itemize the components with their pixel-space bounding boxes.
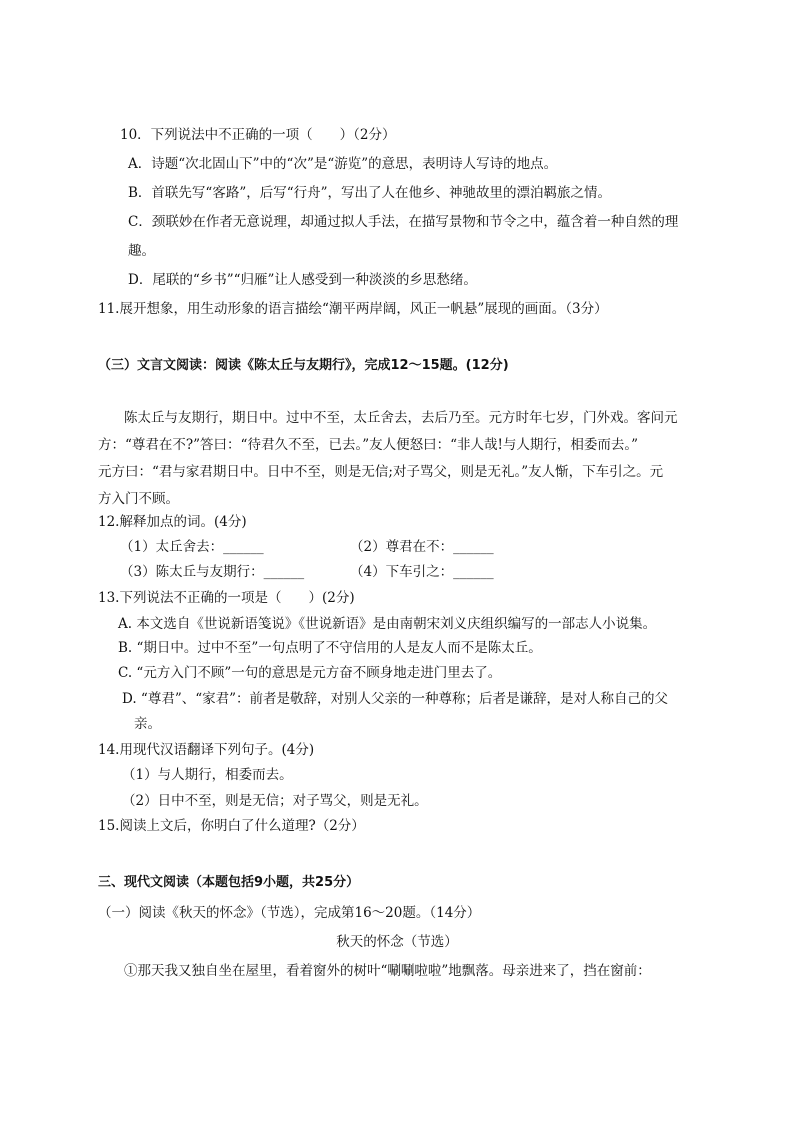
q10-option-d: D．尾联的“乡书”“归雁”让人感受到一种淡淡的乡思愁绪。 xyxy=(128,272,477,288)
q10-option-c-line2: 趣。 xyxy=(128,243,155,259)
section3-heading: （三）文言文阅读：阅读《陈太丘与友期行》，完成12～15题。(12分) xyxy=(98,358,509,373)
q14-sentence2: （2）日中不至，则是无信；对子骂父，则是无礼。 xyxy=(122,793,428,809)
q13-option-d-line2: 亲。 xyxy=(134,716,161,732)
q10-option-c-line1: C．颈联妙在作者无意说理，却通过拟人手法，在描写景物和节令之中，蕴含着一种自然的理 xyxy=(128,214,679,230)
sub1-heading: （一）阅读《秋天的怀念》（节选），完成第16～20题。（14分） xyxy=(98,905,481,921)
q14-sentence1: （1）与人期行，相委而去。 xyxy=(122,767,293,783)
article-title: 秋天的怀念（节选） xyxy=(336,934,458,950)
passage-line1: 陈太丘与友期行，期日中。过中不至，太丘舍去，去后乃至。元方时年七岁，门外戏。客问元 xyxy=(124,410,678,426)
q12-item4: （4）下车引之：______ xyxy=(350,564,494,580)
q10-option-a: A．诗题“次北固山下”中的“次”是“游览”的意思，表明诗人写诗的地点。 xyxy=(128,156,558,172)
article-paragraph1: ①那天我又独自坐在屋里，看着窗外的树叶“唰唰啦啦”地飘落。母亲进来了，挡在窗前： xyxy=(124,963,651,979)
passage-line4: 方入门不顾。 xyxy=(98,491,179,507)
q13-option-c: C. “元方入门不顾”一句的意思是元方奋不顾身地走进门里去了。 xyxy=(118,665,502,681)
q13-option-d-line1: D. “尊君”、“家君”：前者是敬辞，对别人父亲的一种尊称；后者是谦辞，是对人称自己的父 xyxy=(122,691,669,707)
q11-text: 11.展开想象，用生动形象的语言描绘“潮平两岸阔，风正一帆悬”展现的画面。（3分） xyxy=(98,301,608,317)
q12-item2: （2）尊君在不：______ xyxy=(350,539,494,555)
q14-stem: 14.用现代汉语翻译下列句子。(4分) xyxy=(98,742,315,758)
passage-line3: 元方曰：“君与家君期日中。日中不至，则是无信;对子骂父，则是无礼。”友人惭，下车引之。元 xyxy=(98,464,664,480)
q15-text: 15.阅读上文后，你明白了什么道理?（2分） xyxy=(98,818,365,834)
passage-line2: 方：“尊君在不?”答曰：“待君久不至，已去。”友人便怒曰：“非人哉!与人期行，相委而去。” xyxy=(98,437,639,453)
part3-heading: 三、现代文阅读（本题包括9小题，共25分） xyxy=(98,875,360,890)
q13-stem: 13.下列说法不正确的一项是（ ）(2分) xyxy=(98,590,355,606)
q10-option-b: B．首联先写“客路”，后写“行舟”，写出了人在他乡、神驰故里的漂泊羁旅之情。 xyxy=(128,185,612,201)
q12-stem: 12.解释加点的词。(4分) xyxy=(98,514,247,530)
q12-item3: （3）陈太丘与友期行：______ xyxy=(120,564,305,580)
q13-option-a: A. 本文选自《世说新语笺说》《世说新语》是由南朝宋刘义庆组织编写的一部志人小说集。 xyxy=(118,616,657,632)
q10-stem: 10．下列说法中不正确的一项（ ）（2分） xyxy=(120,127,396,143)
q13-option-b: B. “期日中。过中不至”一句点明了不守信用的人是友人而不是陈太丘。 xyxy=(118,640,542,656)
q12-item1: （1）太丘舍去：______ xyxy=(120,539,264,555)
